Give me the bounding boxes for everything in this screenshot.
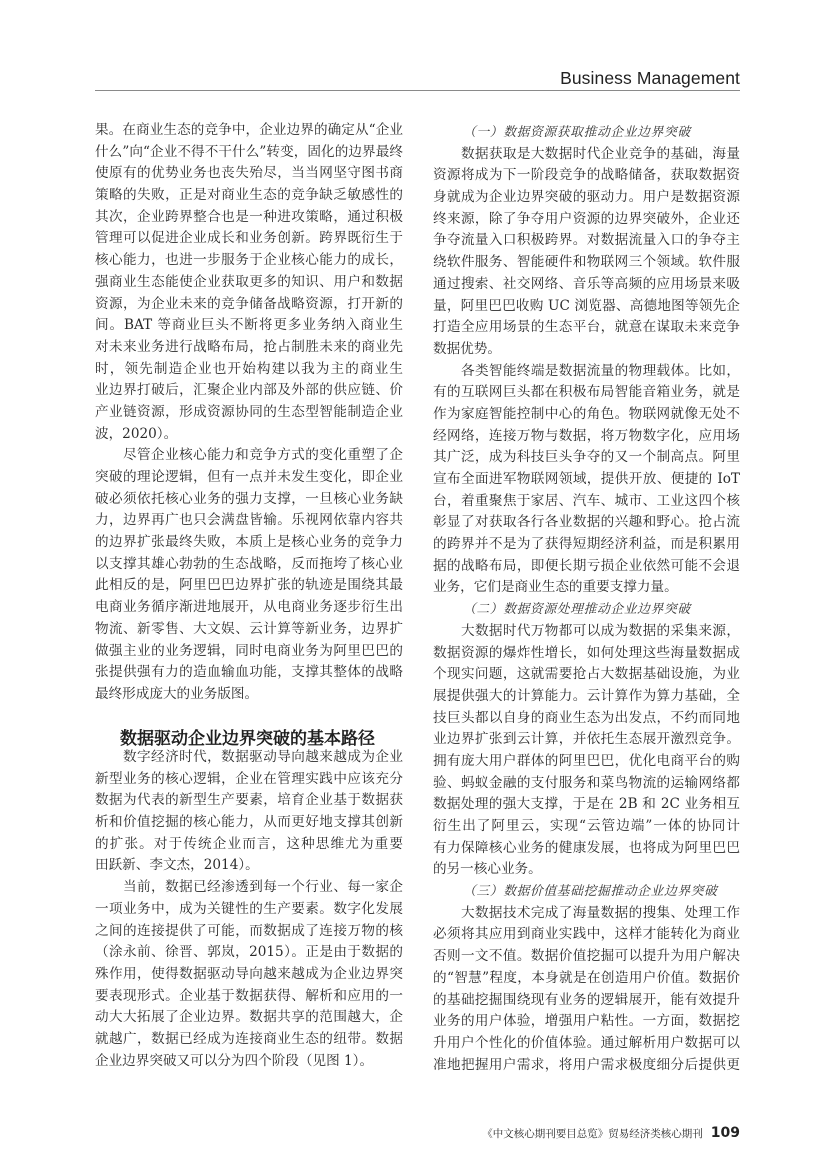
text-line: 争夺流量入口积极跨界。对数据流量入口的争夺主 xyxy=(433,232,740,249)
text-line: 业边界打破后，汇聚企业内部及外部的供应链、价 xyxy=(95,382,403,399)
text-line: 数据获取是大数据时代企业竞争的基础，海量 xyxy=(461,145,740,162)
header-rule xyxy=(95,90,740,91)
text-line: 果。在商业生态的竞争中，企业边界的确定从“企业 xyxy=(95,122,403,138)
text-line: 的“智慧”程度，本身就是在创造用户价值。数据价 xyxy=(433,969,740,986)
text-line: 必须将其应用到商业实践中，这样才能转化为商业 xyxy=(433,926,740,943)
text-line: 展提供强大的计算能力。云计算作为算力基础，全 xyxy=(433,687,740,704)
text-line: 的另一核心业务。 xyxy=(433,861,542,878)
text-line: 身就成为企业边界突破的驱动力。用户是数据资源 xyxy=(433,189,740,206)
paragraph xyxy=(95,445,403,705)
paragraph xyxy=(433,144,740,361)
page-number: 109 xyxy=(710,1125,740,1141)
text-line: 破必须依托核心业务的强力支撑，一旦核心业务缺 xyxy=(95,490,403,507)
text-line: 数据处理的强大支撑，于是在 2B 和 2C 业务相互 xyxy=(433,796,740,813)
paragraph xyxy=(433,361,740,600)
text-line: 通过搜索、社交网络、音乐等高频的应用场景来吸 xyxy=(433,275,740,292)
text-line: 的扩张。对于传统企业而言，这种思维尤为重要 xyxy=(95,835,403,852)
text-line: 作为家庭智能控制中心的角色。物联网就像无处不 xyxy=(433,405,740,422)
text-line: 要表现形式。企业基于数据获得、解析和应用的一 xyxy=(95,987,403,1004)
text-line: 宣布全面进军物联网领域，提供开放、便捷的 IoT xyxy=(433,471,740,487)
text-line: 动大大拓展了企业边界。数据共享的范围越大，企 xyxy=(95,1009,403,1026)
text-line: 终来源，除了争夺用户资源的边界突破外，企业还 xyxy=(433,210,740,227)
paragraph xyxy=(433,621,740,881)
text-line: 当前，数据已经渗透到每一个行业、每一家企 xyxy=(123,879,403,896)
text-line: 波，2020）。 xyxy=(95,425,178,442)
text-line: 升用户个性化的价值体验。通过解析用户数据可以 xyxy=(433,1034,740,1051)
paragraph xyxy=(95,877,403,1072)
text-line: 业务，它们是商业生态的重要支撑力量。 xyxy=(433,579,678,596)
text-line: 业务的用户体验，增强用户粘性。一方面，数据挖 xyxy=(433,1013,740,1030)
text-line: 产业链资源，形成资源协同的生态型智能制造企业 xyxy=(95,403,403,420)
text-line: 大数据技术完成了海量数据的搜集、处理工作 xyxy=(461,904,740,921)
text-line: 使原有的优势业务也丧失殆尽，当当网坚守图书商 xyxy=(95,165,403,182)
running-header-title: Business Management xyxy=(560,68,740,88)
text-line: 田跃新、李文杰，2014）。 xyxy=(95,857,259,874)
left-column-part-b xyxy=(95,747,403,1072)
text-line: 衍生出了阿里云，实现“云管边端”一体的协同计 xyxy=(433,818,740,834)
text-line: 技巨头都以自身的商业生态为出发点，不约而同地 xyxy=(433,709,740,726)
paragraph xyxy=(433,903,740,1077)
text-line: 的边界扩张最终失败，本质上是核心业务的竞争力 xyxy=(95,534,403,551)
subsection-heading: （一）数据资源获取推动企业边界突破 xyxy=(463,125,691,140)
text-line: 量，阿里巴巴收购 UC 浏览器、高德地图等领先企 xyxy=(433,297,740,314)
subsection-heading: （二）数据资源处理推动企业边界突破 xyxy=(463,602,691,618)
text-line: 突破的理论逻辑，但有一点并未发生变化，即企业 xyxy=(95,469,403,485)
text-line: 准地把握用户需求，将用户需求极度细分后提供更 xyxy=(433,1056,740,1073)
page-footer xyxy=(482,1122,740,1141)
text-line: 数字经济时代，数据驱动导向越来越成为企业 xyxy=(123,749,403,765)
text-line: 资源，为企业未来的竞争储备战略资源，打开新的 xyxy=(95,295,403,312)
text-line: 拥有庞大用户群体的阿里巴巴，优化电商平台的购 xyxy=(433,752,740,769)
text-line: 物流、新零售、大文娱、云计算等新业务，边界扩 xyxy=(95,620,403,637)
text-line: 个现实问题，这就需要抢占大数据基础设施，为业 xyxy=(433,666,740,683)
text-line: 核心能力，也进一步服务于企业核心能力的成长， xyxy=(95,252,403,269)
left-column-part-a xyxy=(95,120,403,706)
text-line: 管理可以促进企业成长和业务创新。跨界既衍生于 xyxy=(95,230,403,247)
text-line: 其次，企业跨界整合也是一种进攻策略，通过积极 xyxy=(95,208,403,225)
text-line: 强商业生态能使企业获取更多的知识、用户和数据 xyxy=(95,273,403,290)
text-line: 各类智能终端是数据流量的物理载体。比如， xyxy=(461,362,740,379)
text-line: 殊作用，使得数据驱动导向越来越成为企业边界突 xyxy=(95,965,403,982)
paragraph xyxy=(95,747,403,877)
text-line: 做强主业的业务逻辑，同时电商业务为阿里巴巴的 xyxy=(95,642,403,659)
right-column xyxy=(433,122,740,1076)
text-line: 其广泛，成为科技巨头争夺的又一个制高点。阿里 xyxy=(433,449,740,466)
text-line: 什么”向“企业不得不干什么”转变，固化的边界最终 xyxy=(95,143,403,160)
text-line: 验、蚂蚁金融的支付服务和菜鸟物流的运输网络都 xyxy=(433,774,740,791)
text-line: 数据优势。 xyxy=(433,340,501,357)
text-line: 彰显了对获取各行各业数据的兴趣和野心。抢占流 xyxy=(433,514,740,531)
text-line: 数据资源的爆炸性增长，如何处理这些海量数据成 xyxy=(433,644,740,661)
text-line: 就越广，数据已经成为连接商业生态的纽带。数据 xyxy=(95,1030,403,1047)
text-line: 以支撑其雄心勃勃的生态战略，反而拖垮了核心业 xyxy=(95,555,403,572)
text-line: （涂永前、徐晋、郭岚，2015）。正是由于数据的 xyxy=(95,944,403,961)
text-line: 对未来业务进行战略布局，抢占制胜未来的商业先 xyxy=(95,338,403,355)
text-line: 台，着重聚焦于家居、汽车、城市、工业这四个核 xyxy=(433,492,740,509)
text-line: 此相反的是，阿里巴巴边界扩张的轨迹是围绕其最 xyxy=(95,577,403,594)
text-line: 资源将成为下一阶段竞争的战略储备，获取数据资 xyxy=(433,167,740,184)
text-line: 的跨界并不是为了获得短期经济利益，而是积累用 xyxy=(433,536,740,553)
text-line: 新型业务的核心逻辑，企业在管理实践中应该充分 xyxy=(95,770,403,787)
text-line: 据的战略布局，即便长期亏损企业依然可能不会退 xyxy=(433,557,740,574)
text-line: 有的互联网巨头都在积极布局智能音箱业务，就是 xyxy=(433,384,740,401)
text-line: 最终形成庞大的业务版图。 xyxy=(95,685,259,702)
text-line: 间。BAT 等商业巨头不断将更多业务纳入商业生 xyxy=(95,317,403,334)
text-line: 力，边界再广也只会满盘皆输。乐视网依靠内容共 xyxy=(95,512,403,529)
text-line: 时，领先制造企业也开始构建以我为主的商业生 xyxy=(95,360,403,377)
text-line: 张提供强有力的造血输血功能，支撑其整体的战略 xyxy=(95,664,403,681)
text-line: 电商业务循序渐进地展开，从电商业务逐步衍生出 xyxy=(95,599,403,616)
text-line: 策略的失败，正是对商业生态的竞争缺乏敏感性的 xyxy=(95,187,403,204)
text-line: 尽管企业核心能力和竞争方式的变化重塑了企 xyxy=(123,447,403,464)
text-line: 否则一文不值。数据价值挖掘可以提升为用户解决 xyxy=(433,948,740,965)
text-line: 绕软件服务、智能硬件和物联网三个领域。软件服 xyxy=(433,254,740,271)
footer-journal: 《中文核心期刊要目总览》贸易经济类核心期刊 xyxy=(482,1128,703,1140)
text-line: 一项业务中，成为关键性的生产要素。数字化发展 xyxy=(95,900,403,917)
section-heading: 数据驱动企业边界突破的基本路径 xyxy=(120,729,375,749)
text-line: 打造全应用场景的生态平台，就意在谋取未来竞争 xyxy=(433,319,740,336)
text-line: 有力保障核心业务的健康发展，也将成为阿里巴巴 xyxy=(433,839,740,856)
text-line: 之间的连接提供了可能，而数据成了连接万物的核 xyxy=(95,922,403,939)
paragraph xyxy=(95,120,403,445)
text-line: 大数据时代万物都可以成为数据的采集来源， xyxy=(461,622,740,639)
text-line: 经网络，连接万物与数据，将万物数字化，应用场 xyxy=(433,427,740,444)
text-line: 析和价值挖掘的核心能力，从而更好地支撑其创新 xyxy=(95,814,403,831)
text-line: 业边界扩张到云计算，并依托生态展开激烈竞争。 xyxy=(433,731,740,748)
subsection-heading: （三）数据价值基础挖掘推动企业边界突破 xyxy=(463,884,718,900)
text-line: 企业边界突破又可以分为四个阶段（见图 1）。 xyxy=(95,1052,374,1069)
text-line: 的基础挖掘围绕现有业务的逻辑展开，能有效提升 xyxy=(433,991,740,1008)
text-line: 数据为代表的新型生产要素，培育企业基于数据获 xyxy=(95,792,403,809)
